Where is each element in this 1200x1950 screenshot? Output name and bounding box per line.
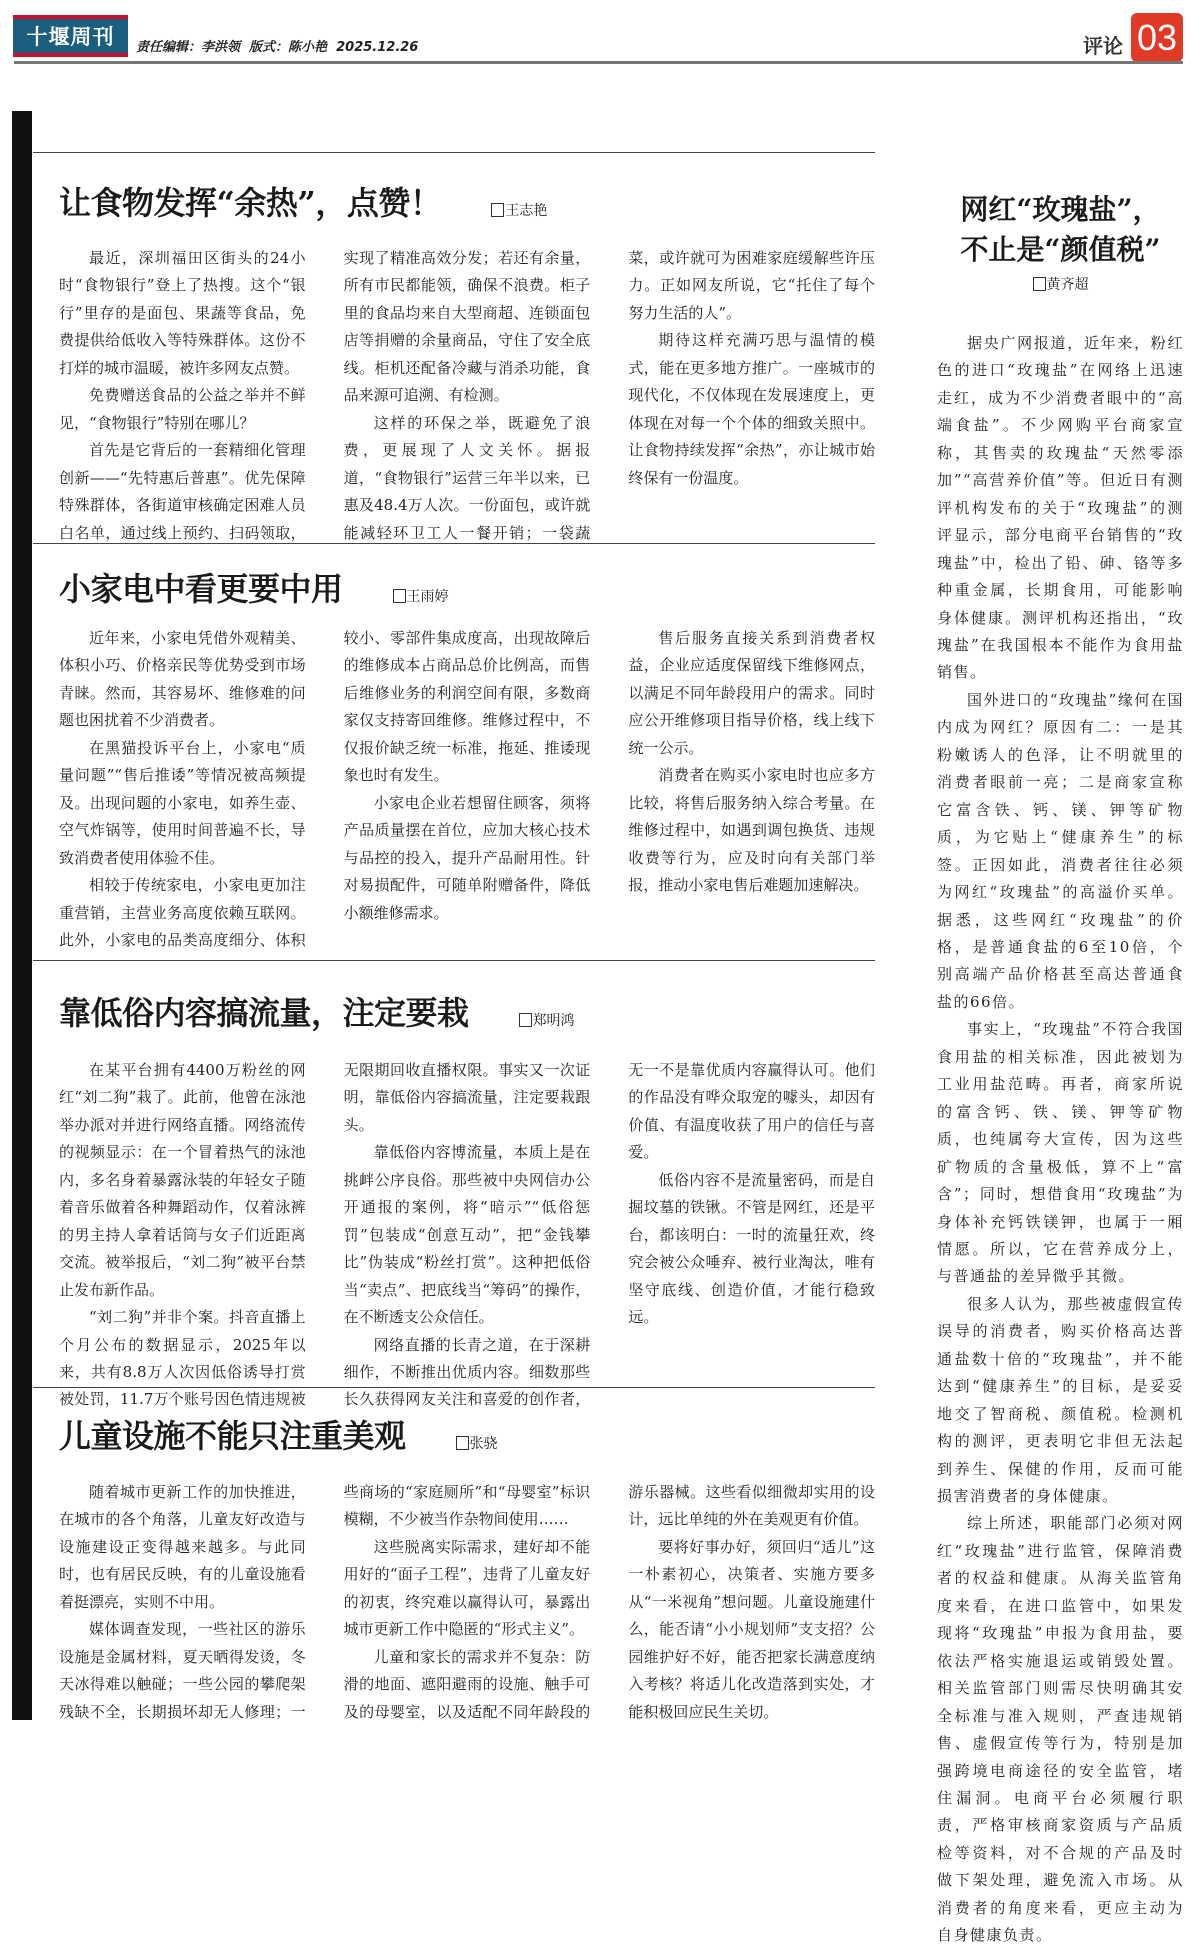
divider [33,152,875,153]
paragraph: 网络直播的长青之道，在于深耕细作，不断推出优质内容。细数那些长久获得网友关注和喜爱的创作者，无一不是靠优质内容赢得认可。他们的作品没有哗众取宠的噱头，却因有价值、有温度收获了用户的信任与喜爱。 [343,1061,875,1409]
byline [491,200,547,220]
article-small-appliances [59,569,875,954]
paragraph: 首先是它背后的一套精细化管理创新——“先特惠后普惠”。优先保障特殊群体，各街道审核确定困难人员白名单，通过线上预约、扫码领取，实现了精准高效分发；若还有余量，所有市民都能领，确保不浪费。柜子里的食品均来自大型商超、连锁面包店等捐赠的余量商品，守住了安全底线。柜机还配备冷藏与消杀功能，食品来源可追溯、有检测。 [59,249,591,542]
article-rose-salt [937,190,1184,1950]
divider [33,1387,875,1388]
title-line: 网红“玫瑰盐”， [960,193,1161,226]
masthead-logo [13,15,128,57]
byline [519,1010,575,1030]
article-body [937,330,1184,1950]
editor-credits: 责任编辑：李洪领 版式：陈小艳 2025.12.26 [136,40,419,55]
paragraph: 随着城市更新工作的加快推进，在城市的各个角落，儿童友好改造与设施建设正变得越来越多。与此同时，也有居民反映，有的儿童设施看着挺漂亮，实则不中用。 [59,1483,306,1611]
paragraph: 相较于传统家电，小家电更加注重营销，主营业务高度依赖互联网。此外，小家电的品类高度细分、体积较小、零部件集成度高，出现故障后的维修成本占商品总价比例高，而售后维修业务的利润空间有限，多数商家仅支持寄回维修。维修过程中，不仅报价缺乏统一标准，拖延、推诿现象也时有发生。 [59,629,591,949]
paragraph: 售后服务直接关系到消费者权益，企业应适度保留线下维修网点，以满足不同年龄段用户的需求。同时应公开维修项目指导价格，线上线下统一公示。 [628,629,875,757]
article-vulgar-content [59,993,875,1414]
paragraph: 在某平台拥有4400万粉丝的网红“刘二狗”栽了。此前，他曾在泳池举办派对并进行网络直播。网络流传的视频显示：在一个冒着热气的泳池内，多名身着暴露泳装的年轻女子随着音乐做着各种舞蹈动作，仅着泳裤的男主持人拿着话筒与女子们近距离交流。被举报后，“刘二狗”被平台禁止发布新作品。 [59,1061,306,1299]
paragraph: 免费赠送食品的公益之举并不鲜见，“食物银行”特别在哪儿？ [59,386,306,432]
paragraph: 很多人认为，那些被虚假宣传误导的消费者，购买价格高达普通盐数十倍的“玫瑰盐”，并不能达到“健康养生”的目标，是妥妥地交了智商税、颜值税。检测机构的测评，更表明它非但无法起到养生、保健的作用，反而可能损害消费者的身体健康。 [937,1294,1184,1506]
paragraph: 消费者在购买小家电时也应多方比较，将售后服务纳入综合考量。在维修过程中，如遇到调包换货、违规收费等行为，应及时向有关部门举报，推动小家电售后难题加速解决。 [628,766,875,895]
byline-box-icon [393,589,406,603]
paragraph: 据央广网报道，近年来，粉红色的进口“玫瑰盐”在网络上迅速走红，成为不少消费者眼中的“高端食盐”。不少网购平台商家宣称，其售卖的玫瑰盐“天然零添加”“高营养价值”等。但近日有测评机构发布的关于“玫瑰盐”的测评显示，部分电商平台销售的“玫瑰盐”中，检出了铅、砷、铬等多种重金属，长期食用，可能影响身体健康。测评机构还指出，“玫瑰盐”在我国根本不能作为食用盐销售。 [937,334,1184,682]
logo-text: 十堰周刊 [26,24,115,49]
paragraph: 靠低俗内容博流量，本质上是在挑衅公序良俗。那些被中央网信办公开通报的案例，将“暗示”“低俗惩罚”包装成“创意互动”，把“金钱攀比”伪装成“粉丝打赏”。这种把低俗当“卖点”、把底线当“筹码”的操作，在不断透支公众信任。 [343,1143,591,1327]
paragraph: 小家电企业若想留住顾客，须将产品质量摆在首位，应加大核心技术与品控的投入，提升产品耐用性。针对易损配件，可随单附赠备件，降低小额维修需求。 [343,793,591,922]
article-children-facilities [59,1416,875,1726]
page-number-badge: 03 [1131,13,1183,62]
article-title: 儿童设施不能只注重美观 [59,1417,406,1455]
author: 郑明鸿 [532,1012,575,1029]
header-divider [14,61,1183,64]
author: 黄齐超 [1046,277,1089,293]
byline-box-icon [519,1013,532,1027]
paragraph: 近年来，小家电凭借外观精美、体积小巧、价格亲民等优势受到市场青睐。然而，其容易坏、维修难的问题也困扰着不少消费者。 [59,629,306,730]
paragraph: 媒体调查发现，一些社区的游乐设施是金属材料，夏天晒得发烫，冬天冰得难以触碰；一些公园的攀爬架残缺不全，长期损坏却无人修理；一些商场的“家庭厕所”和“母婴室”标识模糊，不少被当作杂物间使用…… [59,1483,591,1721]
paragraph: 儿童和家长的需求并不复杂：防滑的地面、遮阳避雨的设施、触手可及的母婴室，以及适配不同年龄段的游乐器械。这些看似细微却实用的设计，远比单纯的外在美观更有价值。 [343,1483,875,1721]
article-body [59,1057,875,1414]
paragraph: 这些脱离实际需求，建好却不能用好的“面子工程”，违背了儿童友好的初衷，终究难以赢得认可，暴露出城市更新工作中隐匿的“形式主义”。 [343,1537,591,1639]
paragraph: 综上所述，职能部门必须对网红“玫瑰盐”进行监管，保障消费者的权益和健康。从海关监管角度来看，在进口监管中，如果发现将“玫瑰盐”申报为食用盐，要依法严格实施退运或销毁处置。相关监管部门则需尽快明确其安全标准与准入规则，严查违规销售、虚假宣传等行为，特别是加强跨境电商途径的安全监管，堵住漏洞。电商平台必须履行职责，严格审核商家资质与产品质检等资料，对不合规的产品及时做下架处理，避免流入市场。从消费者的角度来看，更应主动为自身健康负责。 [937,1514,1184,1945]
byline-box-icon [456,1436,469,1450]
article-body [59,625,875,954]
article-food-bank [59,183,875,547]
byline [393,586,449,606]
byline-box-icon [491,203,504,217]
author: 王雨婷 [406,588,449,605]
byline [456,1433,498,1453]
paragraph: 期待这样充满巧思与温情的模式，能在更多地方推广。一座城市的现代化，不仅体现在发展速度上，更体现在对每一个个体的细致关照中。让食物持续发挥“余热”，亦让城市始终保有一份温度。 [628,331,875,487]
title-line: 不止是“颜值税” [960,233,1161,266]
article-title [937,190,1184,270]
paragraph: 要将好事办好，须回归“适儿”这一朴素初心，决策者、实施方要多从“一米视角”想问题。儿童设施建什么，能否请“小小规划师”支支招？公园维护好不好，能否把家长满意度纳入考核？将适儿化改造落到实处，才能积极回应民生关切。 [628,1537,875,1721]
paragraph: “刘二狗”并非个案。抖音直播上个月公布的数据显示，2025年以来，共有8.8万人次因低俗诱导打赏被处罚，11.7万个账号因色情违规被无限期回收直播权限。事实又一次证明，靠低俗内容搞流量，注定要栽跟头。 [59,1061,591,1409]
byline-box-icon [1033,277,1046,291]
section-label: 评论 [1083,34,1123,58]
article-body [59,1479,875,1726]
article-body [59,245,875,547]
article-title: 让食物发挥“余热”，点赞！ [59,184,442,222]
byline [937,274,1184,294]
paragraph: 最近，深圳福田区街头的24小时“食物银行”登上了热搜。这个“银行”里存的是面包、果蔬等食品，免费提供给低收入等特殊群体。这份不打烊的城市温暖，被许多网友点赞。 [59,249,306,377]
paragraph: 事实上，“玫瑰盐”不符合我国食用盐的相关标准，因此被划为工业用盐范畴。再者，商家所说的富含钙、铁、镁、钾等矿物质，也纯属夸大宣传，因为这些矿物质的含量极低，算不上“富含”；同时，想借食用“玫瑰盐”为身体补充钙铁镁钾，也属于一厢情愿。所以，它在营养成分上，与普通盐的差异微乎其微。 [937,1020,1184,1286]
paragraph: 这样的环保之举，既避免了浪费，更展现了人文关怀。据报道，“食物银行”运营三年半以来，已惠及48.4万人次。一份面包，或许就能减轻环卫工人一餐开销；一袋蔬菜，或许就可为困难家庭缓解些许压力。正如网友所说，它“托住了每个努力生活的人”。 [343,249,875,542]
article-title: 小家电中看更要中用 [59,570,343,608]
article-title: 靠低俗内容搞流量，注定要栽 [59,994,469,1032]
paragraph: 低俗内容不是流量密码，而是自掘坟墓的铁锹。不管是网红，还是平台，都该明白：一时的流量狂欢，终究会被公众唾弃、被行业淘汰，唯有坚守底线、创造价值，才能行稳致远。 [628,1170,875,1327]
divider [33,543,875,544]
author: 张骁 [469,1435,498,1452]
divider [33,960,875,961]
left-black-bar [12,111,32,1720]
paragraph: 国外进口的“玫瑰盐”缘何在国内成为网红？原因有二：一是其粉嫩诱人的色泽，让不明就里的消费者眼前一亮；二是商家宣称它富含铁、钙、镁、钾等矿物质，为它贴上“健康养生”的标签。正因如此，消费者往往必须为网红“玫瑰盐”的高溢价买单。据悉，这些网红“玫瑰盐”的价格，是普通食盐的6至10倍，个别高端产品价格甚至高达普通食盐的66倍。 [937,690,1184,1011]
paragraph: 在黑猫投诉平台上，小家电“质量问题”“售后推诿”等情况被高频提及。出现问题的小家电，如养生壶、空气炸锅等，使用时间普遍不长，导致消费者使用体验不佳。 [59,738,306,867]
author: 王志艳 [505,202,548,219]
